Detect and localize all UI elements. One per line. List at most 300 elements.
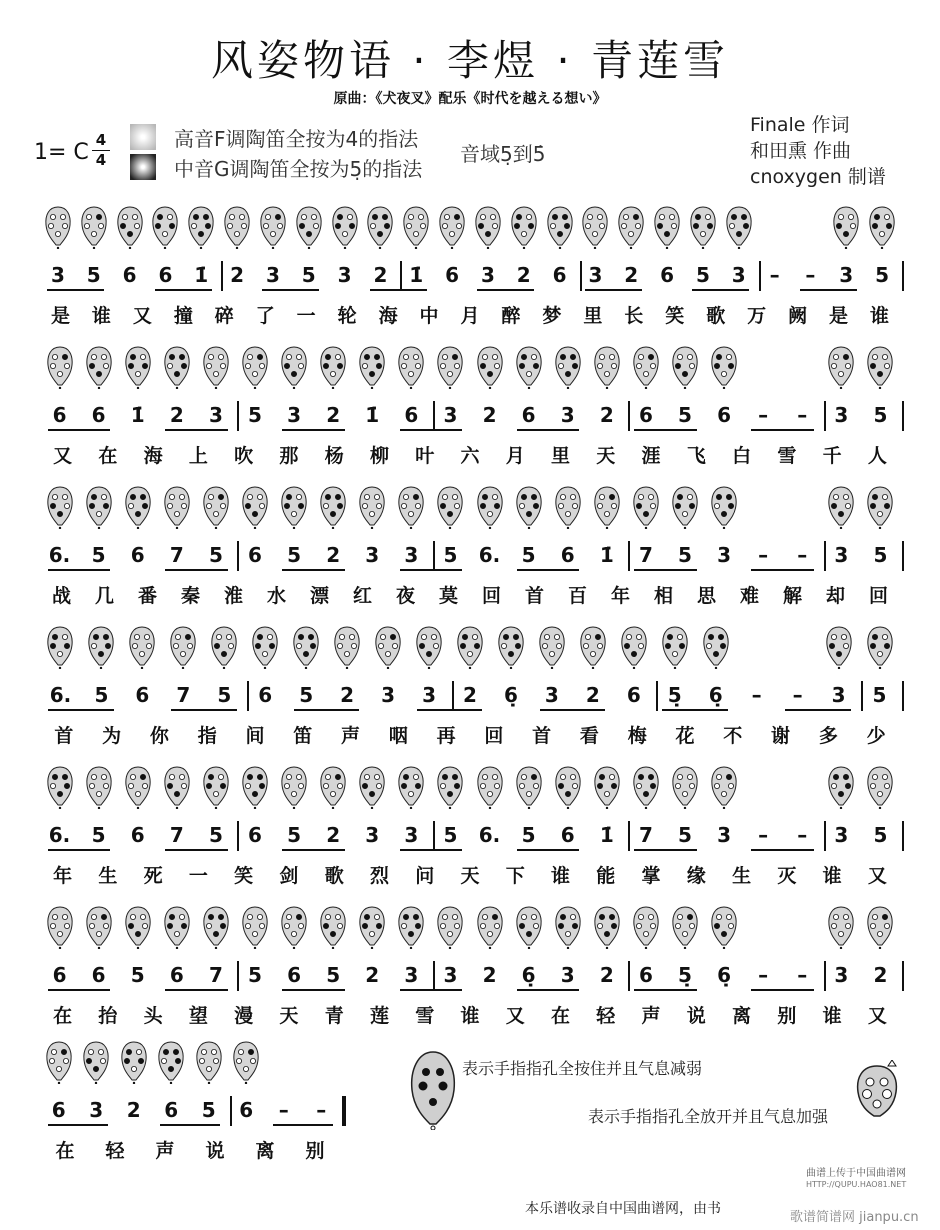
lyric-char: 天	[460, 865, 480, 887]
note: 6	[717, 403, 732, 427]
lyric-char: 烈	[369, 865, 389, 887]
ocarina-fingering-icon	[475, 765, 505, 809]
ocarina-fingering-icon	[396, 765, 426, 809]
note: 2	[482, 963, 497, 987]
ocarina-fingering-icon	[435, 905, 465, 949]
lyric-char: 又	[505, 1005, 525, 1027]
note: 3	[404, 963, 419, 987]
ocarina-fingering-icon	[592, 345, 622, 389]
ocarina-fingering-icon	[631, 905, 661, 949]
note: 5	[873, 403, 888, 427]
note: 6.	[49, 683, 72, 707]
note: 6	[52, 963, 67, 987]
note: 3	[834, 823, 849, 847]
ocarina-fingering-icon	[865, 905, 895, 949]
note: 2	[463, 683, 477, 707]
beam-underline	[273, 1124, 333, 1126]
note: 1̇	[130, 403, 145, 427]
lyric-char: 一	[296, 305, 316, 327]
beam-underline	[400, 989, 463, 991]
ocarina-fingering-icon	[865, 765, 895, 809]
lyric-char: 飞	[686, 445, 706, 467]
lyric-char: 千	[822, 445, 842, 467]
end-bar-line	[902, 401, 904, 431]
lyric-char: 是	[829, 305, 849, 327]
ocarina-fingering-icon	[475, 345, 505, 389]
lyric-char: 首	[54, 725, 74, 747]
lyric-char: 几	[94, 585, 114, 607]
beam-underline	[662, 709, 728, 711]
bar-line	[824, 961, 826, 991]
lyric-char: 上	[188, 445, 208, 467]
lyric-char: 年	[610, 585, 630, 607]
ocarina-fingering-icon	[670, 345, 700, 389]
ocarina-fingering-icon	[168, 625, 198, 669]
beam-underline	[282, 569, 345, 571]
note: 5	[248, 963, 262, 987]
key-signature: 1= C	[34, 140, 89, 165]
lyric-char: 梦	[542, 305, 562, 327]
ocarina-fingering-icon	[357, 345, 387, 389]
note: 5	[248, 403, 262, 427]
note: 5	[872, 683, 887, 707]
lyric-char: 又	[53, 445, 73, 467]
beam-underline	[282, 989, 345, 991]
note: 2	[873, 963, 888, 987]
note: 5	[875, 263, 890, 287]
beam-underline	[400, 429, 463, 431]
note: 6	[404, 403, 419, 427]
ocarina-fingering-icon	[209, 625, 239, 669]
ocarina-fingering-icon	[150, 205, 180, 249]
bar-line	[824, 821, 826, 851]
lyric-char: 涯	[641, 445, 661, 467]
note: 5	[86, 263, 101, 287]
watermark-line-2: HTTP://QUPU.HAO81.NET	[806, 1180, 907, 1189]
lyric-char: 醉	[501, 305, 521, 327]
ocarina-fingering-icon	[414, 625, 444, 669]
ocarina-fingering-icon	[619, 625, 649, 669]
ocarina-fingering-icon	[592, 765, 622, 809]
lyric-char: 生	[732, 865, 752, 887]
credit-score: cnoxygen 制谱	[750, 166, 886, 188]
note: 2	[126, 1098, 141, 1122]
ocarina-fingering-icon	[509, 205, 539, 249]
ocarina-fingering-icon	[84, 485, 114, 529]
note: 5	[217, 683, 232, 707]
lyric-char: 在	[551, 1005, 571, 1027]
note: 6̣	[708, 683, 723, 707]
lyric-char: 咽	[388, 725, 408, 747]
ocarina-fingering-icon	[831, 205, 861, 249]
note: –	[758, 963, 769, 987]
lyric-char: 海	[143, 445, 163, 467]
bar-line	[433, 821, 435, 851]
range-text: 音域5̣到5̇	[460, 142, 546, 166]
note: 6	[287, 963, 302, 987]
ocarina-open-icon	[852, 1060, 902, 1120]
footer-text: 本乐谱收录自中国曲谱网，由书	[525, 1201, 721, 1217]
ocarina-fingering-icon	[84, 765, 114, 809]
lyric-char: 笛	[293, 725, 313, 747]
ocarina-fingering-icon	[279, 345, 309, 389]
bar-line	[221, 261, 223, 291]
ocarina-fingering-icon	[709, 905, 739, 949]
bar-line	[433, 401, 435, 431]
time-sig-bottom: 4	[95, 151, 107, 169]
ocarina-fingering-icon	[201, 345, 231, 389]
ocarina-closed-icon	[408, 1050, 458, 1130]
lyric-char: 是	[50, 305, 70, 327]
beam-underline	[47, 289, 104, 291]
lyric-char: 轮	[337, 305, 357, 327]
ocarina-fingering-icon	[123, 765, 153, 809]
lyric-char: 番	[137, 585, 157, 607]
ocarina-fingering-icon	[186, 205, 216, 249]
lyric-char: 回	[481, 585, 501, 607]
lyric-char: 万	[747, 305, 767, 327]
ocarina-fingering-icon	[435, 485, 465, 529]
bar-line	[237, 961, 239, 991]
lyric-char: 谁	[460, 1005, 480, 1027]
note: 3	[480, 263, 495, 287]
note: 6.	[48, 543, 71, 567]
lyric-char: 问	[415, 865, 435, 887]
ocarina-fingering-icon	[631, 345, 661, 389]
beam-underline	[48, 709, 114, 711]
lyric-char: 那	[279, 445, 299, 467]
ocarina-fingering-icon	[514, 345, 544, 389]
note: 3	[404, 823, 419, 847]
lyric-char: 中	[419, 305, 439, 327]
ocarina-fingering-icon	[365, 205, 395, 249]
note: 3	[560, 963, 575, 987]
note: 3	[731, 263, 746, 287]
lyric-char: 谁	[551, 865, 571, 887]
lyric-char: 天	[596, 445, 616, 467]
ocarina-fingering-icon	[592, 905, 622, 949]
lyric-char: 歌	[706, 305, 726, 327]
note: 1̇	[365, 403, 380, 427]
beam-underline	[751, 849, 814, 851]
note: 1̇	[599, 543, 614, 567]
note: 6	[130, 823, 145, 847]
lyric-char: 首	[524, 585, 544, 607]
legend-text: 中音G调陶笛全按为5̣的指法	[174, 156, 423, 181]
ocarina-fingering-icon	[660, 625, 690, 669]
note: 3	[717, 543, 732, 567]
beam-underline	[751, 989, 814, 991]
lyric-char: 多	[818, 725, 838, 747]
note: –	[797, 963, 808, 987]
lyric-char: 首	[532, 725, 552, 747]
note: 5	[301, 263, 316, 287]
lyric-char: 年	[53, 865, 73, 887]
lyric-char: 天	[279, 1005, 299, 1027]
note: 2	[624, 263, 639, 287]
ocarina-fingering-icon	[194, 1040, 224, 1084]
lyric-char: 漫	[234, 1005, 254, 1027]
ocarina-fingering-icon	[279, 485, 309, 529]
lyric-char: 声	[341, 725, 361, 747]
ocarina-fingering-icon	[701, 625, 731, 669]
lyric-char: 解	[782, 585, 802, 607]
time-sig-top: 4	[95, 131, 107, 149]
ocarina-fingering-icon	[709, 345, 739, 389]
lyric-char: 战	[51, 585, 71, 607]
beam-underline	[634, 989, 697, 991]
beam-underline	[517, 849, 580, 851]
note: 6	[91, 403, 106, 427]
note: 2	[230, 263, 245, 287]
ocarina-fingering-icon	[357, 485, 387, 529]
note: –	[758, 823, 769, 847]
ocarina-fingering-icon	[473, 205, 503, 249]
beam-underline	[48, 849, 111, 851]
lyric-char: 水	[266, 585, 286, 607]
ocarina-fingering-icon	[437, 205, 467, 249]
note: 6	[445, 263, 460, 287]
end-bar-line	[902, 261, 904, 291]
beam-underline	[417, 709, 483, 711]
lyric-char: 人	[867, 445, 887, 467]
ocarina-fingering-icon	[318, 345, 348, 389]
ocarina-fingering-icon	[553, 485, 583, 529]
note: 6	[638, 963, 653, 987]
ocarina-fingering-icon	[537, 625, 567, 669]
note: –	[751, 683, 762, 707]
note: 5	[873, 543, 888, 567]
note: 6	[660, 263, 675, 287]
note: 3	[404, 543, 419, 567]
lyric-char: 却	[825, 585, 845, 607]
ocarina-fingering-icon	[201, 905, 231, 949]
note: 7	[638, 823, 653, 847]
ocarina-fingering-icon	[318, 905, 348, 949]
note: 3	[839, 263, 854, 287]
watermark-line-3: 歌谱简谱网 jianpu.cn	[790, 1210, 919, 1225]
beam-underline	[48, 989, 111, 991]
ocarina-fingering-icon	[45, 905, 75, 949]
beam-underline	[477, 289, 534, 291]
beam-underline	[155, 289, 212, 291]
lyric-char: 谁	[822, 1005, 842, 1027]
note: 6̣	[717, 963, 732, 987]
lyric-char: 在	[98, 445, 118, 467]
note: 6	[560, 543, 575, 567]
ocarina-fingering-icon	[123, 485, 153, 529]
ocarina-fingering-icon	[435, 765, 465, 809]
lyric-char: 说	[205, 1140, 225, 1162]
lyric-char: 回	[484, 725, 504, 747]
bar-line	[824, 541, 826, 571]
ocarina-fingering-icon	[580, 205, 610, 249]
ocarina-fingering-icon	[119, 1040, 149, 1084]
note: 5	[443, 823, 458, 847]
lyric-char: 里	[551, 445, 571, 467]
ocarina-fingering-icon	[553, 345, 583, 389]
ocarina-fingering-icon	[222, 205, 252, 249]
lyric-char: 灭	[777, 865, 797, 887]
note: 5	[201, 1098, 216, 1122]
ocarina-fingering-icon	[709, 485, 739, 529]
lyric-char: 谢	[771, 725, 791, 747]
note: 6	[638, 403, 653, 427]
end-bar-line	[902, 541, 904, 571]
lyric-char: 阙	[788, 305, 808, 327]
ocarina-fingering-icon	[357, 765, 387, 809]
lyric-char: 不	[723, 725, 743, 747]
lyric-char: 雪	[777, 445, 797, 467]
note: 5	[299, 683, 314, 707]
note: 3	[89, 1098, 104, 1122]
note: 6.	[478, 543, 501, 567]
song-title: 风姿物语 · 李煜 · 青莲雪	[210, 36, 730, 85]
note: 5	[130, 963, 145, 987]
note: 2	[373, 263, 388, 287]
lyric-char: 碎	[214, 305, 234, 327]
ocarina-fingering-icon	[250, 625, 280, 669]
note: 5	[678, 823, 692, 847]
ocarina-fingering-icon	[318, 485, 348, 529]
ocarina-fingering-icon	[332, 625, 362, 669]
lyric-char: 百	[567, 585, 587, 607]
ocarina-fingering-icon	[475, 485, 505, 529]
beam-underline	[634, 849, 697, 851]
lyric-char: 里	[583, 305, 603, 327]
beam-underline	[165, 429, 228, 431]
ocarina-fingering-icon	[81, 1040, 111, 1084]
ocarina-fingering-icon	[631, 485, 661, 529]
ocarina-fingering-icon	[84, 345, 114, 389]
beam-underline	[282, 429, 345, 431]
lyric-char: 秦	[180, 585, 200, 607]
note: 7	[169, 823, 184, 847]
lyric-char: 思	[696, 585, 716, 607]
lyric-char: 剑	[279, 865, 299, 887]
note: 2	[326, 823, 341, 847]
bar-line	[824, 401, 826, 431]
note: 6	[51, 1098, 66, 1122]
ocarina-fingering-icon	[373, 625, 403, 669]
ocarina-fingering-icon	[45, 485, 75, 529]
lyric-char: 淮	[223, 585, 243, 607]
ocarina-fingering-icon	[631, 765, 661, 809]
note: 1̇	[409, 263, 424, 287]
note: 3	[588, 263, 603, 287]
ocarina-fingering-icon	[514, 485, 544, 529]
lyric-char: 指	[197, 725, 217, 747]
ocarina-fingering-icon	[123, 345, 153, 389]
ocarina-fingering-icon	[826, 905, 856, 949]
note: 6	[239, 1098, 254, 1122]
lyric-char: 梅	[627, 725, 647, 747]
note: –	[797, 403, 808, 427]
ocarina-fingering-icon	[123, 905, 153, 949]
note: 3	[208, 403, 223, 427]
note: 5	[91, 543, 106, 567]
ocarina-fingering-icon	[592, 485, 622, 529]
lyric-char: 难	[739, 585, 759, 607]
ocarina-fingering-icon	[318, 765, 348, 809]
beam-underline	[165, 849, 228, 851]
lyric-char: 又	[867, 865, 887, 887]
ocarina-fingering-icon	[45, 765, 75, 809]
note: 6	[158, 263, 173, 287]
note: 2	[599, 963, 614, 987]
bar-line	[628, 541, 630, 571]
note: 6	[521, 403, 536, 427]
ocarina-fingering-icon	[162, 485, 192, 529]
lyric-char: 能	[596, 865, 616, 887]
note: 6̣	[503, 683, 518, 707]
ocarina-fingering-icon	[240, 765, 270, 809]
ocarina-fingering-icon	[709, 765, 739, 809]
beam-underline	[751, 429, 814, 431]
lyric-char: 一	[188, 865, 208, 887]
lyric-char: 掌	[641, 865, 661, 887]
beam-underline	[400, 569, 463, 571]
lyric-char: 花	[675, 725, 695, 747]
ocarina-fingering-icon	[258, 205, 288, 249]
ocarina-fingering-icon	[279, 765, 309, 809]
ocarina-fingering-icon	[45, 625, 75, 669]
lyric-char: 白	[732, 445, 752, 467]
lyric-char: 你	[149, 725, 169, 747]
note: 2	[340, 683, 355, 707]
note: 5	[443, 543, 458, 567]
ocarina-fingering-icon	[240, 485, 270, 529]
ocarina-fingering-icon	[201, 765, 231, 809]
lyric-char: 轻	[105, 1140, 125, 1162]
lyric-char: 死	[143, 865, 163, 887]
bar-line	[628, 961, 630, 991]
ocarina-fingering-icon	[824, 625, 854, 669]
watermark-line-1: 曲谱上传于中国曲谱网	[806, 1168, 906, 1179]
lyric-char: 吹	[234, 445, 254, 467]
note: 3	[560, 403, 575, 427]
note: 1̇	[599, 823, 614, 847]
note: –	[769, 263, 780, 287]
beam-underline	[517, 989, 580, 991]
note: 3	[337, 263, 352, 287]
lyric-char: 又	[867, 1005, 887, 1027]
beam-underline	[165, 989, 228, 991]
lyric-char: 抬	[98, 1005, 118, 1027]
note: 1̇	[194, 263, 209, 287]
lyric-char: 夜	[395, 585, 415, 607]
note: 5	[94, 683, 109, 707]
lyric-char: 少	[866, 725, 886, 747]
lyric-char: 长	[624, 305, 644, 327]
note: 5	[695, 263, 710, 287]
ocarina-fingering-icon	[867, 205, 897, 249]
legend-text: 高音F调陶笛全按为4的指法	[174, 126, 419, 151]
lyric-char: 下	[505, 865, 525, 887]
lyric-char: 谁	[822, 865, 842, 887]
ocarina-fingering-icon	[127, 625, 157, 669]
bar-line	[237, 541, 239, 571]
beam-underline	[634, 569, 697, 571]
ocarina-fingering-icon	[688, 205, 718, 249]
lyric-char: 声	[155, 1140, 175, 1162]
ocarina-fingering-icon	[162, 345, 192, 389]
note: 6	[122, 263, 137, 287]
note: 7	[169, 543, 184, 567]
ocarina-fingering-icon	[865, 625, 895, 669]
lyric-char: 缘	[686, 865, 706, 887]
bar-line	[237, 821, 239, 851]
